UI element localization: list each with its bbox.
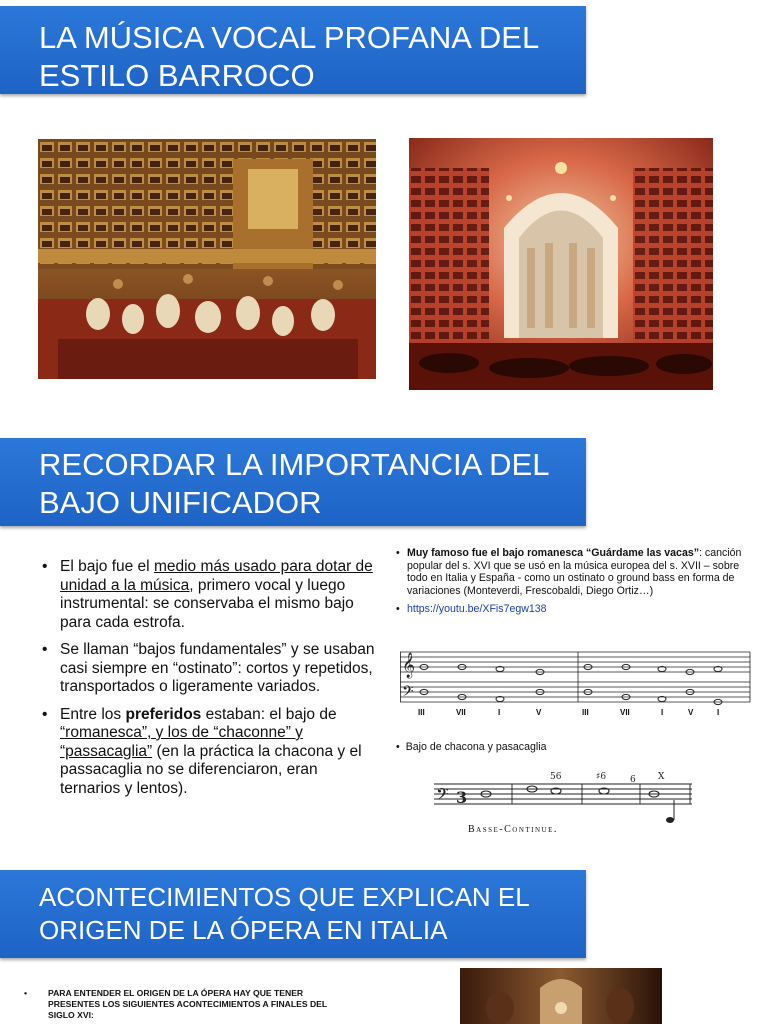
svg-text:𝄢: 𝄢 xyxy=(402,683,414,704)
bullet-icon: • xyxy=(24,988,28,998)
bullet-icon: • xyxy=(42,641,48,658)
romanesca-score xyxy=(400,646,752,727)
figured-bass-x: X xyxy=(658,772,665,782)
list-item: • Entre los preferidos estaban: el bajo de “romanesca”, y los de “chaconne” y “passacaglia” (en la práctica la chacona y el passacaglia no se diferenciaron, eran ternarios y lentos). xyxy=(42,705,362,797)
origen-opera-note: • PARA ENTENDER EL ORIGEN DE LA ÓPERA HAY QUE TENER PRESENTES LOS SIGUIENTES ACONTECIMIENTOS A FINALES DEL SIGLO XVI: xyxy=(24,988,328,1020)
youtube-link[interactable]: https://youtu.be/XFis7egw138 xyxy=(407,603,547,616)
bajo-bullet-list xyxy=(30,558,375,807)
opera-house-photo-2 xyxy=(409,138,713,390)
figured-bass-6: 6 xyxy=(630,775,636,785)
opera-painting-photo-3 xyxy=(460,968,662,1024)
bullet-icon: • xyxy=(396,741,400,753)
opera-house-photo-1 xyxy=(38,139,376,379)
svg-text:3: 3 xyxy=(456,788,468,807)
bullet-icon: • xyxy=(42,705,48,723)
chacona-caption: • Bajo de chacona y pasacaglia xyxy=(396,741,547,753)
section-banner-origen-opera xyxy=(0,870,586,958)
basse-continue-caption: Basse-Continue. xyxy=(468,824,558,835)
list-item: • Se llaman “bajos fundamentales” y se usaban casi siempre en “ostinato”: cortos y repetidos, transportados o ligeramente variados. xyxy=(42,641,375,695)
figured-bass-56: 56 xyxy=(550,772,562,782)
bullet-icon: • xyxy=(396,603,400,616)
list-item: • Muy famoso fue el bajo romanesca “Guárdame las vacas”: canción popular del s. XVI que se usó en la música europea del s. XVII – sobre todo en Italia y España - como un ostinato o ground bass en forma de variaciones (Monteverdi, Frescobaldi, Diego Ortiz…) xyxy=(396,547,742,597)
section-title-3: ACONTECIMIENTOS QUE EXPLICAN EL ORIGEN DE LA ÓPERA EN ITALIA xyxy=(39,882,529,945)
section-title-2: RECORDAR LA IMPORTANCIA DEL BAJO UNIFICADOR xyxy=(39,447,549,520)
romanesca-bullet-list xyxy=(396,547,756,622)
svg-text:𝄢: 𝄢 xyxy=(436,784,449,808)
bullet-icon: • xyxy=(396,547,400,559)
bullet-icon: • xyxy=(42,558,48,575)
list-item xyxy=(396,603,756,616)
section-banner-bajo-unificador xyxy=(0,438,586,526)
basse-continue-score xyxy=(434,770,694,845)
svg-text:𝄞: 𝄞 xyxy=(402,653,416,678)
figured-bass-sharp6: ♯6 xyxy=(596,772,607,782)
degree-labels: III VII I V III VII I V I xyxy=(418,708,720,717)
list-item: • El bajo fue el medio más usado para dotar de unidad a la música, primero vocal y luego instrumental: se conservaba el mismo bajo para cada estrofa. xyxy=(42,558,373,631)
section-banner-vocal-profana xyxy=(0,6,586,94)
section-title-1: LA MÚSICA VOCAL PROFANA DEL ESTILO BARROCO xyxy=(39,20,539,93)
